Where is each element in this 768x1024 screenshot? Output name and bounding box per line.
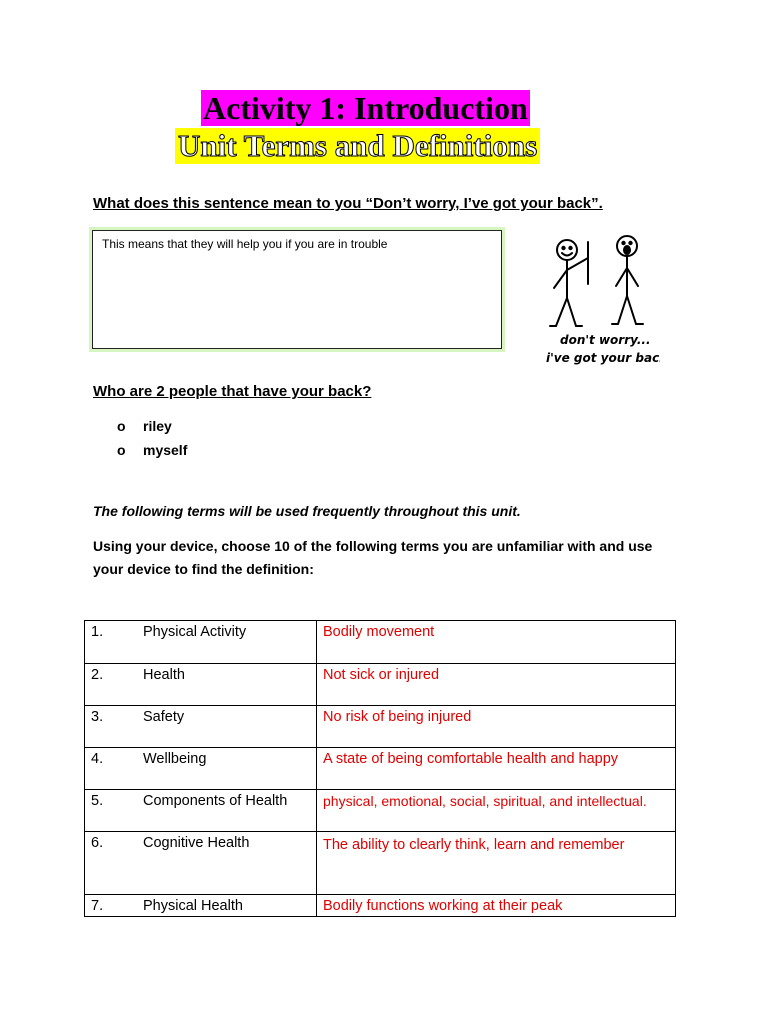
term-number: 7. (85, 895, 138, 917)
list-item (117, 438, 187, 462)
sticker-text-line1: don't worry... (560, 333, 651, 347)
bullet-icon: o (117, 442, 126, 458)
instructions: Using your device, choose 10 of the following terms you are unfamiliar with and use your device to find the definition: (93, 538, 653, 577)
term-name: Wellbeing (137, 748, 317, 790)
terms-note: The following terms will be used frequently throughout this unit. (93, 503, 521, 519)
term-definition: A state of being comfortable health and happy (317, 748, 676, 790)
term-name: Health (137, 664, 317, 706)
table-row (85, 748, 676, 790)
table-row (85, 832, 676, 895)
term-number: 2. (85, 664, 138, 706)
term-name: Physical Health (137, 895, 317, 917)
people-list (117, 414, 187, 462)
table-row (85, 706, 676, 748)
term-number: 5. (85, 790, 138, 832)
table-row (85, 664, 676, 706)
term-definition: Bodily functions working at their peak (317, 895, 676, 917)
term-name: Safety (137, 706, 317, 748)
question-2: Who are 2 people that have your back? (93, 383, 372, 400)
page-subtitle: Unit Terms and Definitions (175, 128, 540, 164)
page-title: Activity 1: Introduction (203, 90, 528, 126)
term-name: Components of Health (137, 790, 317, 832)
terms-table (84, 620, 676, 917)
table-row (85, 621, 676, 664)
term-number: 1. (85, 621, 138, 664)
term-number: 6. (85, 832, 138, 895)
list-item (117, 414, 187, 438)
term-name: Physical Activity (137, 621, 317, 664)
sticker-text-line2: i've got your back (546, 351, 660, 365)
term-definition: physical, emotional, social, spiritual, and intellectual. (317, 790, 676, 832)
question-1: What does this sentence mean to you “Don’t worry, I’ve got your back”. (93, 195, 603, 212)
term-number: 3. (85, 706, 138, 748)
term-name: Cognitive Health (137, 832, 317, 895)
answer-box (89, 227, 505, 352)
term-definition: Not sick or injured (317, 664, 676, 706)
answer-1-text[interactable]: This means that they will help you if you are in trouble (92, 230, 502, 349)
term-number: 4. (85, 748, 138, 790)
stick-figures-image (540, 228, 660, 373)
term-definition: No risk of being injured (317, 706, 676, 748)
term-definition: Bodily movement (317, 621, 676, 664)
list-item-text: myself (143, 442, 188, 458)
table-row (85, 790, 676, 832)
list-item-text: riley (143, 418, 172, 434)
table-row (85, 895, 676, 917)
bullet-icon: o (117, 418, 126, 434)
term-definition: The ability to clearly think, learn and remember (317, 832, 676, 895)
